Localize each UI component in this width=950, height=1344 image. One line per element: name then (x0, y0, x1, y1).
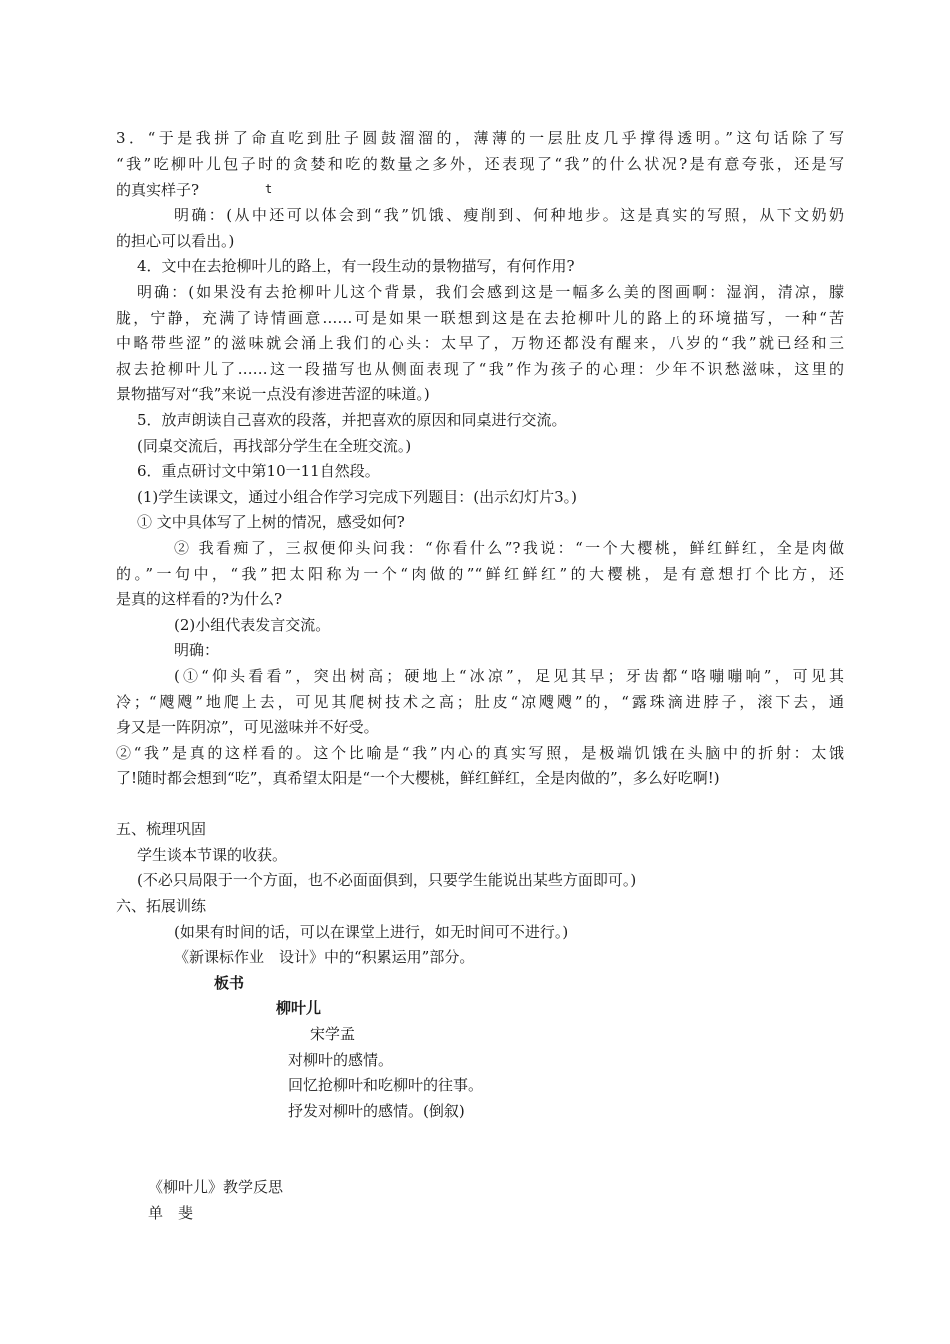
text-line: (如果有时间的话，可以在课堂上进行，如无时间可不进行。) (174, 923, 569, 941)
text-line: (同桌交流后，再找部分学生在全班交流。) (137, 437, 412, 455)
text-line: 3．“于是我拼了命直吃到肚子圆鼓溜溜的，薄薄的一层肚皮几乎撑得透明。”这句话除了写 (116, 129, 844, 147)
board-item: 抒发对柳叶的感情。(倒叙) (288, 1102, 465, 1120)
board-title: 柳叶儿 (276, 999, 322, 1017)
board-item: 对柳叶的感情。 (288, 1051, 394, 1069)
text-line: (①“仰头看看”，突出树高；硬地上“冰凉”，足见其早；牙齿都“咯嘣嘣响”，可见其 (174, 667, 844, 685)
text-line: 中略带些涩”的滋味就会涌上我们的心头：太早了，万物还都没有醒来，八岁的“我”就已经和三 (116, 334, 844, 352)
stray-mark: t (265, 182, 273, 196)
text-line: 冷；“飕飕”地爬上去，可见其爬树技术之高；肚皮“凉飕飕”的，“露珠滴进脖子，滚下去，通 (116, 693, 844, 711)
text-line: 学生谈本节课的收获。 (137, 846, 288, 864)
text-line: 是真的这样看的?为什么? (116, 590, 283, 608)
section-heading: 五、梳理巩固 (116, 820, 207, 838)
text-line: 身又是一阵阴凉”，可见滋味并不好受。 (116, 718, 379, 736)
text-line: (1)学生读课文，通过小组合作学习完成下列题目：(出示幻灯片3。) (137, 488, 577, 506)
reflection-author: 单 斐 (148, 1204, 194, 1222)
text-line: (2)小组代表发言交流。 (174, 616, 331, 634)
text-line: (不必只局限于一个方面，也不必面面俱到，只要学生能说出某些方面即可。) (137, 871, 637, 889)
text-line: 《新课标作业 设计》中的“积累运用”部分。 (174, 948, 475, 966)
section-heading: 六、拓展训练 (116, 897, 207, 915)
text-line: 6．重点研讨文中第10一11自然段。 (137, 462, 380, 480)
text-line: ① 文中具体写了上树的情况，感受如何? (137, 513, 405, 531)
text-line: 明确：(从中还可以体会到“我”饥饿、瘦削到、何种地步。这是真实的写照，从下文奶奶 (174, 206, 844, 224)
board-item: 回忆抢柳叶和吃柳叶的往事。 (288, 1076, 484, 1094)
text-line: 的。”一句中，“我”把太阳称为一个“肉做的”“鲜红鲜红”的大樱桃，是有意想打个比方，还 (116, 565, 844, 583)
text-line: 明确： (174, 641, 220, 659)
reflection-title: 《柳叶儿》教学反思 (148, 1178, 284, 1196)
board-author: 宋学孟 (310, 1025, 356, 1043)
text-line: 4．文中在去抢柳叶儿的路上，有一段生动的景物描写，有何作用? (137, 257, 575, 275)
text-line: 5．放声朗读自己喜欢的段落，并把喜欢的原因和同桌进行交流。 (137, 411, 567, 429)
text-line: 叔去抢柳叶儿了……这一段描写也从侧面表现了“我”作为孩子的心理：少年不识愁滋味，这里的 (116, 360, 844, 378)
text-line: 胧，宁静，充满了诗情画意……可是如果一联想到这是在去抢柳叶儿的路上的环境描写，一种“苦 (116, 309, 844, 327)
text-line: 的担心可以看出。) (116, 232, 235, 250)
text-line: 了!随时都会想到“吃”，真希望太阳是“一个大樱桃，鲜红鲜红，全是肉做的”，多么好吃啊!) (116, 769, 720, 787)
text-line: “我”吃柳叶儿包子时的贪婪和吃的数量之多外，还表现了“我”的什么状况?是有意夸张，还是写 (116, 155, 844, 173)
text-line: ② 我看痴了，三叔便仰头问我：“你看什么”?我说：“一个大樱桃，鲜红鲜红，全是肉做 (174, 539, 844, 557)
text-line: 景物描写对“我”来说一点没有渗进苦涩的味道。) (116, 385, 430, 403)
text-line: 明确：(如果没有去抢柳叶儿这个背景，我们会感到这是一幅多么美的图画啊：湿润，清凉，朦 (137, 283, 844, 301)
board-heading: 板书 (214, 974, 245, 992)
text-line: ②“我”是真的这样看的。这个比喻是“我”内心的真实写照，是极端饥饿在头脑中的折射：太饿 (116, 744, 844, 762)
text-line: 的真实样子? (116, 181, 200, 199)
